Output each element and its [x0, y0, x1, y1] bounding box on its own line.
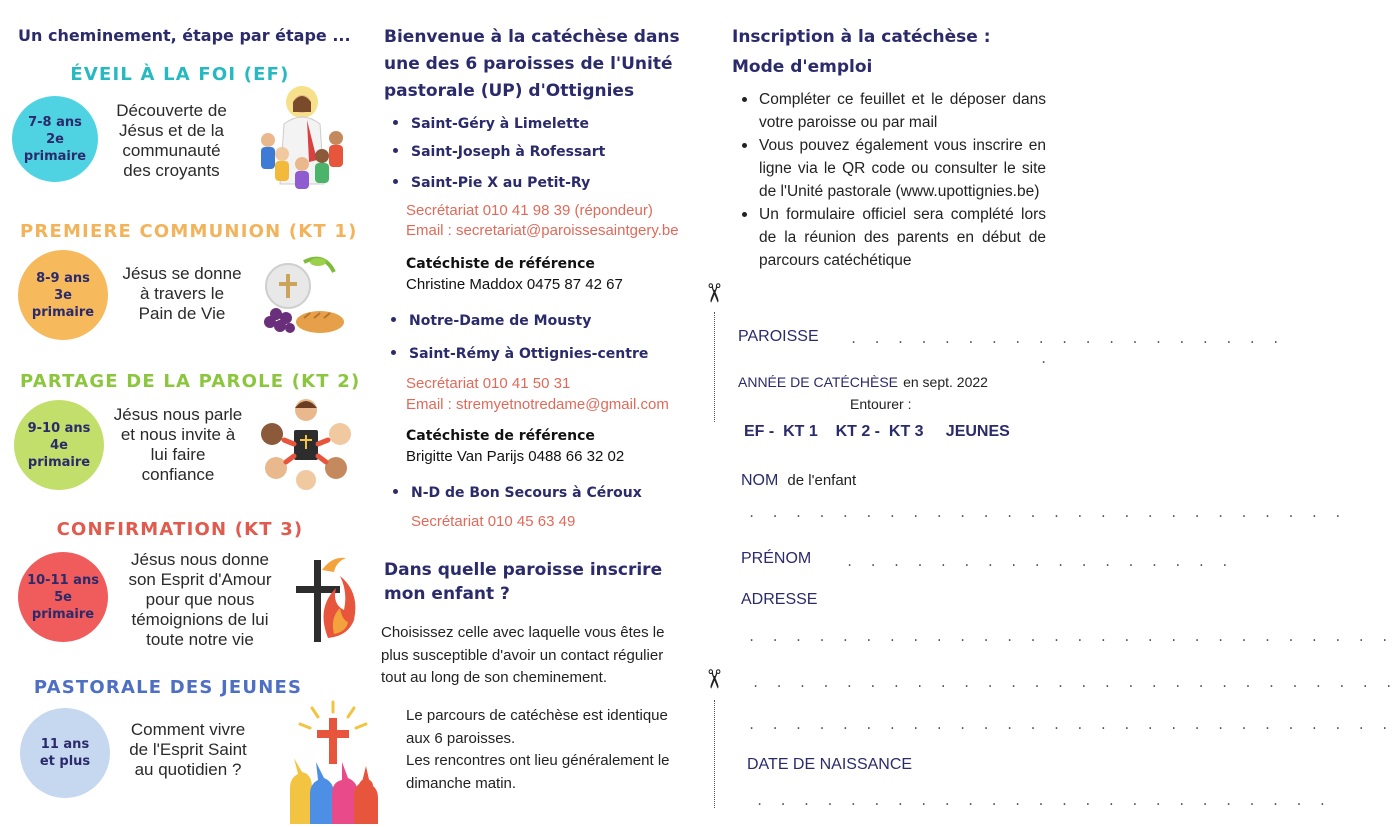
desc-line: au quotidien ? [134, 760, 242, 779]
parish-saint-pie-x [393, 175, 590, 191]
naissance-label: DATE DE NAISSANCE [747, 756, 913, 773]
desc-line: Jésus nous parle [113, 405, 243, 424]
desc-line: communauté [122, 141, 221, 160]
stage-desc-pastorale-jeunes [118, 720, 258, 780]
inscription-title [732, 22, 991, 82]
desc-line: pour que nous [145, 590, 255, 609]
desc-line: son Esprit d'Amour [128, 570, 272, 589]
bullet-icon [391, 317, 396, 322]
secretariat-group1: Secrétariat 010 41 98 39 (répondeur) [406, 202, 653, 219]
bullet-icon [393, 179, 398, 184]
grade-line: 2e [46, 131, 64, 147]
stage-title-pastorale-jeunes: PASTORALE DES JEUNES [33, 677, 303, 698]
email-group1[interactable]: Email : secretariat@paroissesaintgery.be [406, 222, 679, 239]
grade-line: 4e [50, 437, 68, 453]
bullet-icon [393, 148, 398, 153]
parish-name: Saint-Rémy à Ottignies-centre [409, 346, 649, 362]
level-choices[interactable]: EF - KT 1 KT 2 - KT 3 JEUNES [744, 423, 1010, 440]
stage-desc-eveil [104, 101, 239, 181]
desc-line: à travers le [139, 284, 225, 303]
stage-title-confirmation: CONFIRMATION (KT 3) [56, 519, 304, 540]
prenom-field[interactable]: . . . . . . . . . . . . . . . . . [846, 555, 1233, 569]
age-circle-pastorale-jeunes [20, 708, 110, 798]
age-line: 8-9 ans [36, 270, 90, 286]
which-parish-question [384, 558, 662, 606]
secretariat-group2: Secrétariat 010 41 50 31 [406, 375, 571, 392]
nom-label: NOM [741, 472, 779, 489]
parish-notre-dame-mousty [391, 313, 591, 329]
adresse-label: ADRESSE [741, 591, 818, 608]
scissors-icon: ✂ [697, 282, 728, 304]
adresse-field-2[interactable]: . . . . . . . . . . . . . . . . . . . . . . . . . . . . [752, 676, 1397, 690]
annee-suffix: en sept. 2022 [903, 374, 988, 390]
parish-name: Notre-Dame de Mousty [409, 313, 592, 329]
instruction-item: Vous pouvez également vous inscrire en ligne via le QR code ou consulter le site de l'Unité pastorale (www.upottignies.be) [740, 134, 1046, 203]
answer-line: Choisissez celle avec laquelle vous êtes le [381, 624, 665, 641]
school-line: primaire [31, 606, 95, 622]
adresse-field-1[interactable]: . . . . . . . . . . . . . . . . . . . . . . . . . . . . [748, 630, 1393, 644]
bullet-icon [393, 489, 398, 494]
jesus-with-children-icon [252, 84, 352, 194]
note-line: Les rencontres ont lieu généralement le [406, 752, 670, 769]
title-line: Inscription à la catéchèse : [732, 27, 991, 47]
desc-line: toute notre vie [146, 630, 254, 649]
cross-flame-icon [292, 552, 358, 644]
naissance-field[interactable]: . . . . . . . . . . . . . . . . . . . . . . . . . [756, 794, 1331, 808]
age-line: 7-8 ans [28, 114, 82, 130]
title-line: Mode d'emploi [732, 57, 873, 77]
annee-label: ANNÉE DE CATÉCHÈSE [738, 374, 898, 390]
parish-name: Saint-Pie X au Petit-Ry [411, 175, 591, 191]
paroisse-field[interactable]: . . . . . . . . . . . . . . . . . . . [850, 332, 1284, 346]
desc-line: confiance [141, 465, 215, 484]
choose-parish-answer [381, 622, 664, 690]
desc-line: Jésus nous donne [131, 550, 269, 569]
desc-line: et nous invite à [120, 425, 236, 444]
annee-row [738, 372, 988, 391]
entourer-label: Entourer : [850, 396, 912, 412]
instruction-item: Un formulaire officiel sera complété lors de la réunion des parents en début de parcours catéchétique [740, 203, 1046, 272]
desc-line: lui faire [150, 445, 206, 464]
instruction-item: Compléter ce feuillet et le déposer dans votre paroisse ou par mail [740, 88, 1046, 134]
desc-line: Pain de Vie [138, 304, 226, 323]
host-bread-grapes-icon [258, 252, 346, 336]
stage-title-premiere-communion: PREMIERE COMMUNION (KT 1) [20, 221, 358, 242]
title-line: une des 6 paroisses de l'Unité [384, 54, 673, 74]
adresse-field-3[interactable]: . . . . . . . . . . . . . . . . . . . . . . . . . . . . [748, 718, 1393, 732]
stage-desc-confirmation [120, 550, 280, 650]
brochure-left-title: Un cheminement, étape par étape ... [18, 26, 351, 45]
grade-line: 3e [54, 287, 72, 303]
paroisse-field-end: . [1040, 352, 1052, 366]
nom-field[interactable]: . . . . . . . . . . . . . . . . . . . . . . . . . . [748, 506, 1346, 520]
school-line: primaire [27, 454, 91, 470]
answer-line: plus susceptible d'avoir un contact régulier [381, 646, 664, 664]
bullet-icon [393, 120, 398, 125]
school-line: primaire [23, 148, 87, 164]
nom-suffix: de l'enfant [787, 472, 857, 489]
age-circle-premiere-communion [18, 250, 108, 340]
school-line: primaire [31, 304, 95, 320]
desc-line: Comment vivre [130, 720, 246, 739]
note-line: aux 6 paroisses. [406, 729, 516, 747]
stage-desc-premiere-communion [112, 264, 252, 324]
question-line: mon enfant ? [384, 584, 510, 604]
desc-line: témoignions de lui [131, 610, 269, 629]
parcours-note [406, 705, 670, 795]
catechist-label-group1: Catéchiste de référence [406, 256, 595, 272]
bullet-icon [391, 350, 396, 355]
age-circle-partage-parole [14, 400, 104, 490]
parish-saint-gery [393, 116, 589, 132]
parish-name: N-D de Bon Secours à Céroux [411, 485, 642, 501]
youth-raised-hands-cross-icon [284, 700, 382, 824]
age-line: 9-10 ans [27, 420, 91, 436]
note-line: Le parcours de catéchèse est identique [406, 707, 668, 724]
title-line: pastorale (UP) d'Ottignies [384, 81, 635, 101]
parish-saint-joseph [393, 144, 605, 160]
note-line: dimanche matin. [406, 774, 517, 792]
answer-line: tout au long de son cheminement. [381, 669, 607, 686]
stage-title-partage-parole: PARTAGE DE LA PAROLE (KT 2) [20, 371, 361, 392]
grade-line: 5e [54, 589, 72, 605]
catechist-group2: Brigitte Van Parijs 0488 66 32 02 [406, 448, 625, 465]
secretariat-group3: Secrétariat 010 45 63 49 [411, 513, 576, 530]
stage-desc-partage-parole [108, 405, 248, 485]
prenom-label: PRÉNOM [741, 550, 812, 567]
catechist-label-group2: Catéchiste de référence [406, 428, 595, 444]
desc-line: Jésus se donne [122, 264, 242, 283]
scissors-icon: ✂ [697, 668, 728, 690]
parish-nd-bon-secours [393, 485, 642, 501]
children-around-bible-icon [254, 396, 358, 492]
desc-line: des croyants [123, 161, 220, 180]
question-line: Dans quelle paroisse inscrire [384, 560, 663, 580]
email-group2[interactable]: Email : stremyetnotredame@gmail.com [406, 396, 669, 413]
stage-title-eveil: ÉVEIL À LA FOI (EF) [70, 64, 290, 85]
school-line: et plus [39, 754, 91, 769]
welcome-title [384, 24, 680, 105]
title-line: Bienvenue à la catéchèse dans [384, 27, 680, 47]
parish-saint-remy [391, 346, 648, 362]
desc-line: Jésus et de la [119, 121, 224, 140]
desc-line: Découverte de [116, 101, 227, 120]
desc-line: de l'Esprit Saint [129, 740, 247, 759]
catechist-group1: Christine Maddox 0475 87 42 67 [406, 276, 623, 293]
parish-name: Saint-Géry à Limelette [411, 116, 589, 132]
paroisse-label: PAROISSE [738, 328, 819, 345]
instructions-list [740, 88, 1046, 272]
age-circle-eveil [12, 96, 98, 182]
age-circle-confirmation [18, 552, 108, 642]
cut-line [714, 312, 715, 422]
age-line: 10-11 ans [27, 572, 99, 588]
cut-line [714, 700, 715, 808]
nom-row [741, 470, 856, 490]
parish-name: Saint-Joseph à Rofessart [411, 144, 606, 160]
age-line: 11 ans [40, 737, 90, 752]
